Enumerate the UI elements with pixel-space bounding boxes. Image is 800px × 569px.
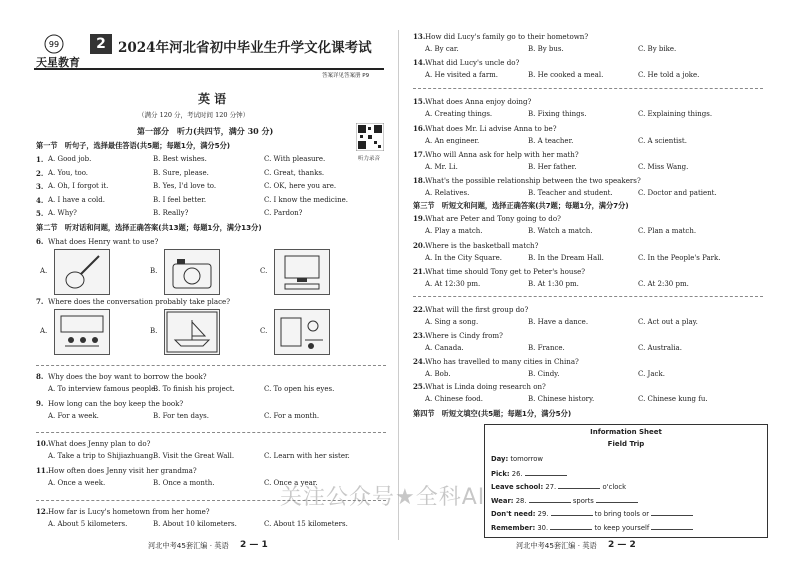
option-c: C. Doctor and patient.	[638, 189, 717, 197]
computer-icon	[274, 249, 330, 295]
option-a: A. You, too.	[48, 168, 89, 177]
info-row-key: Leave school:	[491, 483, 544, 491]
option-b: B. For ten days.	[153, 412, 209, 420]
question-number: 14.	[413, 58, 426, 67]
info-row-value: 29.	[535, 510, 551, 518]
option-b: B. At 1:30 pm.	[528, 280, 579, 288]
picture-option-label: C.	[260, 267, 268, 275]
option-c: C. Miss Wang.	[638, 163, 689, 171]
option-a: A. Sing a song.	[425, 318, 479, 326]
part1-title: 第一部分 听力(共四节，满分 30 分)	[137, 126, 274, 136]
option-c: C. He told a joke.	[638, 71, 700, 79]
option-b: B. Teacher and student.	[528, 189, 613, 197]
question-text: What's the possible relationship between the two speakers?	[425, 176, 641, 185]
option-b: B. Watch a match.	[528, 227, 593, 235]
footer-right: 河北中考45套汇编 · 英语	[516, 541, 597, 550]
info-row-value: 27.	[543, 483, 559, 491]
question-number: 24.	[413, 357, 426, 366]
info-row	[491, 455, 543, 463]
question-number: 17.	[413, 150, 426, 159]
option-a: A. Oh, I forgot it.	[48, 182, 109, 190]
info-row-tail: to keep yourself	[592, 523, 652, 532]
question-text: Why does the boy want to borrow the book?	[48, 372, 207, 381]
question-number: 20.	[413, 241, 426, 250]
question-number: 21.	[413, 267, 426, 276]
answer-blank[interactable]	[525, 469, 567, 476]
option-a: A. To interview famous people.	[48, 385, 158, 393]
option-a: A. Play a match.	[425, 227, 483, 235]
option-c: C. Pardon?	[264, 209, 303, 217]
score-time: （满分 120 分，考试时间 120 分钟）	[138, 111, 250, 119]
info-row	[491, 509, 693, 518]
question-number: 18.	[413, 176, 426, 185]
option-b: B. Cindy.	[528, 370, 560, 378]
section1-title: 第一节 听句子，选择最佳答语(共5题；每题1分，满分5分)	[36, 141, 231, 150]
info-sheet-title: Information Sheet	[590, 428, 662, 436]
answer-blank[interactable]	[550, 523, 592, 530]
question-number: 12.	[36, 507, 49, 516]
info-sheet-subtitle: Field Trip	[607, 440, 645, 448]
question-text: What are Peter and Tony going to do?	[425, 214, 561, 223]
question-number: 4.	[36, 195, 44, 205]
option-b: B. About 10 kilometers.	[153, 520, 237, 528]
question-text: How often does Jenny visit her grandma?	[48, 466, 197, 475]
question-text: What does Jenny plan to do?	[48, 439, 151, 448]
divider-line	[36, 500, 386, 501]
divider-line	[36, 365, 386, 366]
logo-badge-text: 99	[48, 40, 60, 49]
option-c: C. OK, here you are.	[264, 182, 337, 190]
info-row	[491, 482, 626, 491]
question-text: How long can the boy keep the book?	[48, 399, 184, 408]
option-a: A. Relatives.	[425, 189, 470, 197]
question-number: 11.	[36, 466, 49, 475]
question-text: What will the first group do?	[425, 305, 529, 314]
option-c: C. Great, thanks.	[264, 168, 325, 177]
option-a: A. Canada.	[425, 344, 464, 352]
option-b: B. By bus.	[528, 45, 564, 53]
footer-left: 河北中考45套汇编 · 英语	[148, 541, 229, 550]
option-a: A. Creating things.	[425, 110, 493, 118]
option-b: B. Best wishes.	[153, 155, 207, 163]
picture-option-label: B.	[150, 267, 158, 275]
option-b: B. A teacher.	[528, 137, 574, 145]
question-number: 2.	[36, 168, 44, 178]
question-text: Where is the basketball match?	[425, 241, 539, 250]
section2-title: 第二节 听对话和问题，选择正确答案(共13题；每题1分，满分13分)	[36, 223, 262, 232]
option-b: B. Sure, please.	[153, 168, 209, 177]
subject-title: 英 语	[198, 92, 227, 106]
question-number: 13.	[413, 32, 426, 41]
info-row-value: 30.	[535, 523, 551, 532]
option-c: C. By bike.	[638, 45, 677, 53]
option-b: B. Once a month.	[153, 479, 215, 487]
question-number: 25.	[413, 382, 426, 391]
guitar-icon	[54, 249, 110, 295]
info-row-key: Don't need:	[491, 510, 536, 518]
option-a: A. Once a week.	[48, 479, 106, 487]
question-number: 3.	[36, 182, 44, 191]
info-row-tail: sports	[570, 496, 597, 505]
option-c: C. Australia.	[638, 344, 682, 352]
option-a: A. Bob.	[425, 370, 451, 378]
info-row-value: tomorrow	[508, 455, 543, 463]
answer-blank-tail	[651, 523, 693, 530]
answer-blank-tail	[651, 509, 693, 516]
option-a: A. About 5 kilometers.	[48, 520, 128, 528]
option-c: C. Act out a play.	[638, 318, 698, 326]
qr-code-icon	[356, 123, 384, 151]
divider-line	[413, 88, 763, 89]
logo-text: 天星教育	[36, 56, 80, 69]
classroom-icon	[54, 309, 110, 355]
option-c: C. I know the medicine.	[264, 195, 348, 204]
question-text: Where does the conversation probably take place?	[48, 297, 231, 306]
info-row	[491, 496, 638, 505]
option-c: C. With pleasure.	[264, 155, 326, 163]
question-number: 6.	[36, 237, 44, 246]
option-c: C. Plan a match.	[638, 227, 697, 235]
option-c: C. In the People's Park.	[638, 254, 721, 262]
question-number: 22.	[413, 305, 426, 314]
question-number: 15.	[413, 97, 426, 106]
header-rule	[34, 68, 384, 70]
question-text: Where is Cindy from?	[425, 331, 503, 340]
info-row	[491, 469, 567, 478]
option-a: A. An engineer.	[425, 137, 480, 145]
picture-option-label: A.	[40, 267, 48, 275]
section-number-badge: 2	[90, 34, 112, 54]
option-c: C. Explaining things.	[638, 110, 713, 118]
option-b: B. In the Dream Hall.	[528, 254, 604, 262]
option-b: B. I feel better.	[153, 195, 207, 204]
answer-blank[interactable]	[551, 509, 593, 516]
question-text: Who will Anna ask for help with her math?	[425, 150, 579, 159]
question-number: 8.	[36, 372, 44, 381]
question-text: What does Henry want to use?	[48, 237, 159, 246]
option-b: B. Really?	[153, 209, 189, 217]
question-text: Who has travelled to many cities in China?	[425, 357, 579, 366]
divider-line	[413, 296, 763, 297]
section4-title: 第四节 听短文填空(共5题；每题1分，满分5分)	[413, 409, 572, 418]
qr-code	[356, 123, 384, 151]
info-row-key: Wear:	[491, 496, 514, 505]
option-b: B. Her father.	[528, 163, 577, 171]
option-c: C. Learn with her sister.	[264, 452, 350, 460]
option-b: B. Fixing things.	[528, 110, 587, 118]
option-a: A. Why?	[48, 209, 77, 217]
option-c: C. For a month.	[264, 412, 320, 420]
option-a: A. In the City Square.	[425, 254, 502, 262]
option-b: B. Yes, I'd love to.	[153, 182, 217, 190]
option-a: A. For a week.	[48, 412, 99, 420]
option-a: A. Mr. Li.	[425, 163, 458, 171]
info-row-value: 26.	[509, 469, 525, 478]
question-number: 7.	[36, 297, 44, 306]
question-number: 1.	[36, 155, 44, 164]
question-number: 23.	[413, 331, 426, 340]
exam-title: 2024年河北省初中毕业生升学文化课考试	[118, 40, 372, 56]
section3-title: 第三节 听短文和问题，选择正确答案(共7题；每题1分，满分7分)	[413, 201, 629, 210]
info-row-key: Remember:	[491, 523, 536, 532]
qr-caption: 听力录音	[358, 156, 381, 162]
option-b: B. To finish his project.	[153, 385, 235, 393]
question-text: What is Linda doing research on?	[425, 382, 546, 391]
option-a: A. At 12:30 pm.	[425, 280, 481, 288]
column-divider	[398, 30, 399, 540]
question-text: What did Lucy's uncle do?	[425, 58, 520, 67]
question-number: 9.	[36, 399, 44, 408]
information-sheet	[484, 424, 768, 538]
picture-option-label: A.	[40, 327, 48, 335]
question-number: 16.	[413, 124, 426, 133]
option-c: C. At 2:30 pm.	[638, 280, 689, 288]
answer-blank[interactable]	[529, 496, 571, 503]
question-text: What does Anna enjoy doing?	[425, 97, 532, 106]
option-b: B. Visit the Great Wall.	[153, 452, 235, 460]
info-row-tail: o'clock	[600, 483, 627, 491]
question-number: 5.	[36, 209, 44, 218]
option-c: C. About 15 kilometers.	[264, 520, 348, 528]
answer-note: 答案详见答案册 P9	[322, 73, 370, 79]
info-row	[491, 523, 693, 532]
option-a: A. He visited a farm.	[425, 71, 499, 79]
info-row-key: Day:	[491, 455, 509, 463]
option-c: C. Once a year.	[264, 479, 318, 487]
option-c: C. Jack.	[638, 370, 665, 378]
info-row-key: Pick:	[491, 469, 510, 478]
question-text: What time should Tony get to Peter's house?	[425, 267, 586, 276]
option-c: C. A scientist.	[638, 137, 687, 145]
picture-option-label: C.	[260, 327, 268, 335]
option-a: A. I have a cold.	[48, 195, 105, 204]
question-number: 10.	[36, 439, 49, 448]
question-text: How far is Lucy's hometown from her home?	[48, 507, 210, 516]
kitchen-icon	[274, 309, 330, 355]
question-number: 19.	[413, 214, 426, 223]
option-a: A. Take a trip to Shijiazhuang.	[48, 452, 156, 460]
footer-right-page: 2 — 2	[608, 540, 636, 550]
option-b: B. He cooked a meal.	[528, 71, 604, 79]
info-row-value: 28.	[513, 496, 529, 505]
option-b: B. France.	[528, 344, 565, 352]
option-c: C. Chinese kung fu.	[638, 395, 708, 403]
question-text: How did Lucy's family go to their hometown?	[425, 32, 589, 41]
option-b: B. Have a dance.	[528, 318, 589, 326]
watermark: 关注公众号★全科AI	[280, 485, 486, 510]
option-b: B. Chinese history.	[528, 395, 595, 403]
picture-option-label: B.	[150, 327, 158, 335]
footer-left-page: 2 — 1	[240, 540, 268, 550]
option-a: A. Chinese food.	[425, 395, 483, 403]
option-a: A. Good job.	[48, 155, 92, 163]
option-c: C. To open his eyes.	[264, 385, 335, 393]
question-text: What does Mr. Li advise Anna to be?	[425, 124, 557, 133]
option-a: A. By car.	[425, 45, 459, 53]
ship-icon	[164, 309, 220, 355]
info-row-tail: to bring tools or	[592, 510, 652, 518]
divider-line	[36, 432, 386, 433]
answer-blank-tail	[596, 496, 638, 503]
answer-blank[interactable]	[558, 482, 600, 489]
camera-icon	[164, 249, 220, 295]
